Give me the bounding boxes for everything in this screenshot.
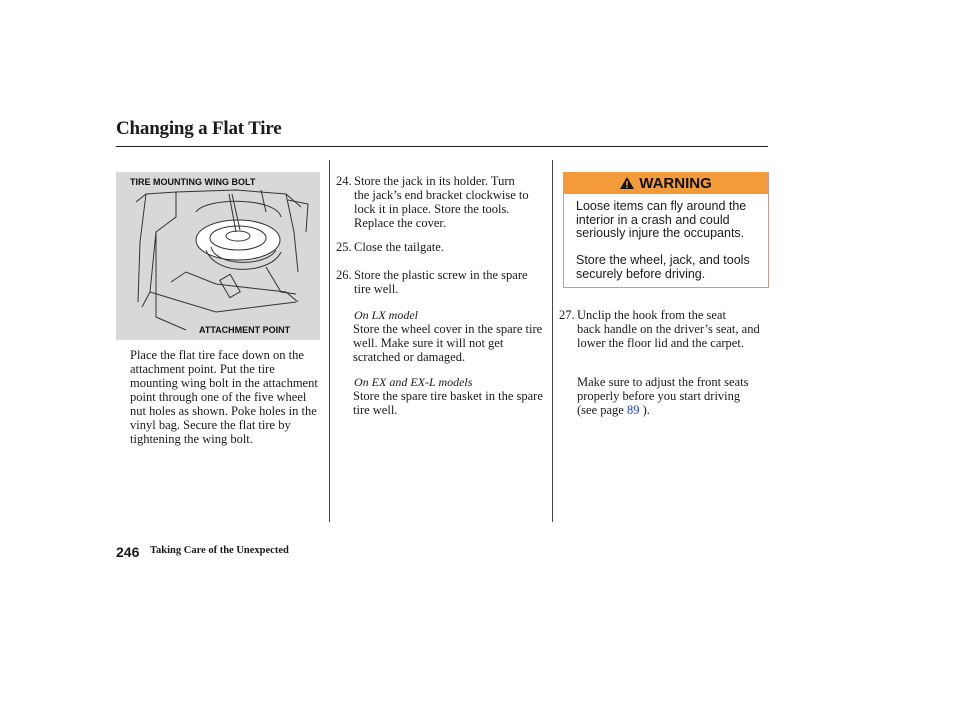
note-text: Make sure to adjust the front seats properly before you start driving (see page [577,375,749,417]
step-number: 25. [336,240,352,254]
step-text-rest: tire well. [354,282,399,296]
step-text-first: Store the jack in its holder. Turn [354,174,515,188]
page-title: Changing a Flat Tire [116,118,282,139]
note-end: ). [639,403,650,417]
section-title: Taking Care of the Unexpected [150,545,289,556]
step-text-first: Close the tailgate. [354,240,444,254]
spare-tire-illustration [116,172,320,340]
step-24 [336,174,548,230]
tire-well-drawing [116,172,320,340]
model-text-ex: Store the spare tire basket in the spare tire well. [353,389,543,417]
step-26 [336,268,548,296]
step-number: 26. [336,268,352,282]
step-number: 24. [336,174,352,188]
warning-heading: WARNING [639,174,712,192]
warning-header [563,172,768,194]
header-rule [116,146,768,147]
figure-label-attachment-point: ATTACHMENT POINT [199,325,291,335]
model-text-lx: Store the wheel cover in the spare tire well. Make sure it will not get scratched or damaged. [353,322,543,364]
page-89-link[interactable]: 89 [626,403,640,417]
step-number: 27. [559,308,575,322]
warning-triangle-icon [619,176,635,190]
step-text-rest: back handle on the driver’s seat, and lower the floor lid and the carpet. [577,322,760,350]
step-25 [336,240,548,254]
page-number: 246 [116,544,140,560]
column-divider-left [329,160,330,522]
column-divider-right [552,160,553,522]
step-27 [559,308,764,350]
figure-label-wing-bolt: TIRE MOUNTING WING BOLT [130,177,256,187]
model-label-ex: On EX and EX-L models [354,375,473,389]
seat-adjust-note [577,375,762,417]
figure-caption: Place the flat tire face down on the attachment point. Put the tire mounting wing bolt in the attachment point through one of the five wheel nut holes as shown. Poke holes in the vinyl bag. Secure the flat tire by tightening the wing bolt. [130,348,318,446]
model-label-lx: On LX model [354,308,418,322]
warning-text-2: Store the wheel, jack, and tools securely before driving. [576,253,750,281]
step-text-first: Store the plastic screw in the spare [354,268,528,282]
step-text-first: Unclip the hook from the seat [577,308,726,322]
step-text-rest: the jack’s end bracket clockwise to lock it in place. Store the tools. Replace the cover. [354,188,529,230]
warning-text-1: Loose items can fly around the interior in a crash and could seriously injure the occupants. [576,199,747,240]
